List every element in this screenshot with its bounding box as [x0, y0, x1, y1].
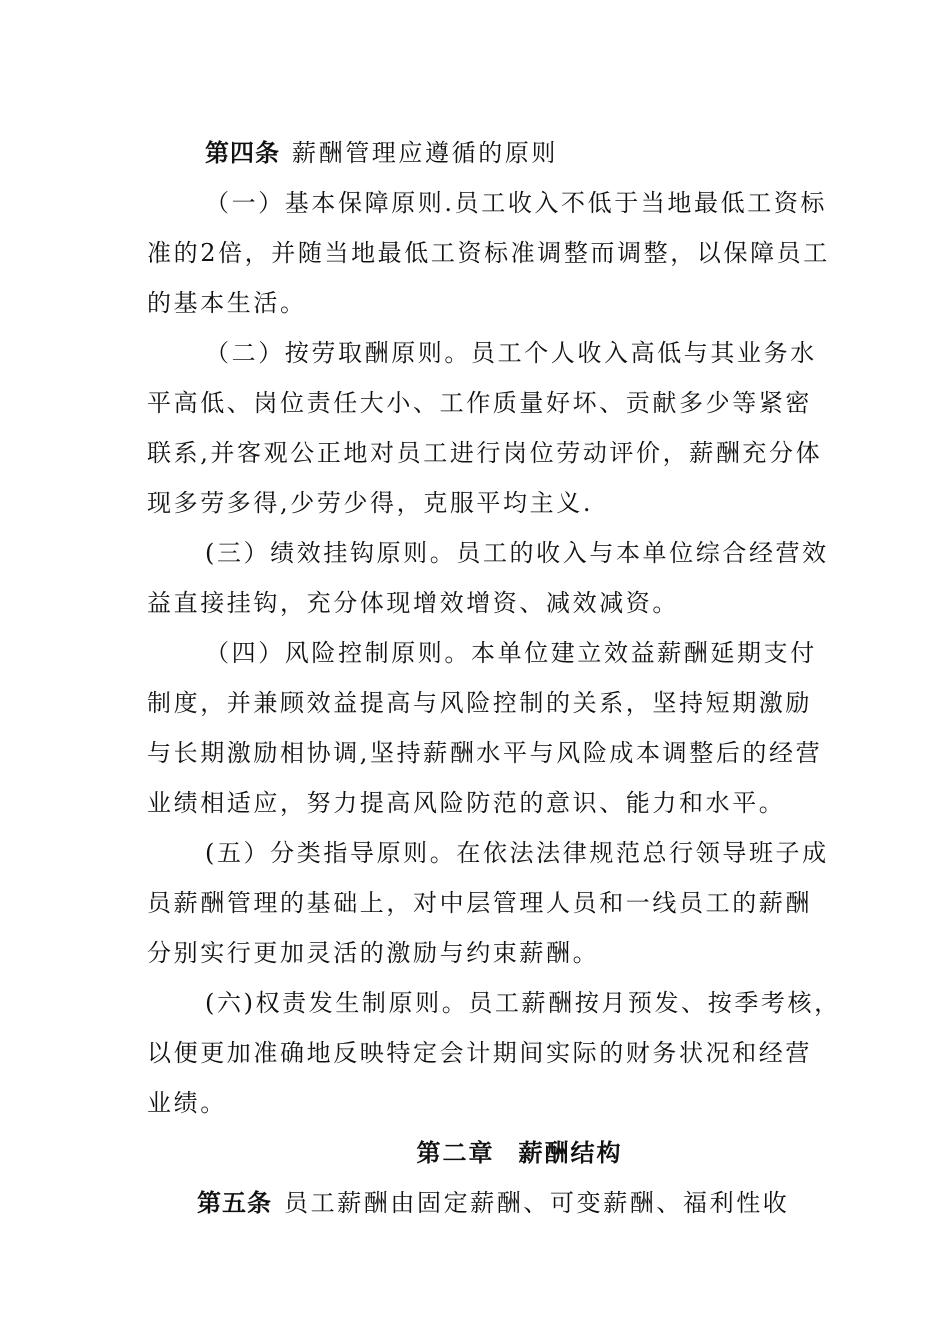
paragraph-line: 平高低、岗位责任大小、工作质量好坏、贡献多少等紧密 [147, 389, 812, 417]
paragraph-line: 现多劳多得,少劳少得，克服平均主义. [147, 489, 594, 517]
paragraph-line: 员薪酬管理的基础上，对中层管理人员和一线员工的薪酬 [147, 889, 812, 917]
paragraph-line: 分别实行更加灵活的激励与约束薪酬。 [147, 939, 600, 967]
chapter-2-heading [147, 1128, 812, 1178]
paragraph-line: （一）基本保障原则.员工收入不低于当地最低工资标 [205, 189, 828, 217]
article-4-label: 第四条 [205, 138, 280, 167]
paragraph-line: (三）绩效挂钩原则。员工的收入与本单位综合经营效 [205, 539, 829, 567]
paragraph-line: （二）按劳取酬原则。员工个人收入高低与其业务水 [205, 339, 817, 367]
paragraph-line: 以便更加准确地反映特定会计期间实际的财务状况和经营 [147, 1039, 812, 1067]
article-5-label: 第五条 [197, 1188, 272, 1217]
paragraph-line: 业绩相适应，努力提高风险防范的意识、能力和水平。 [147, 789, 786, 817]
paragraph-line: 与长期激励相协调,坚持薪酬水平与风险成本调整后的经营 [147, 739, 823, 767]
paragraph-line: (六)权责发生制原则。员工薪酬按月预发、按季考核， [205, 989, 841, 1017]
article-4-heading [147, 128, 812, 178]
paragraph-line: （四）风险控制原则。本单位建立效益薪酬延期支付 [205, 639, 817, 667]
paragraph-line: 业绩。 [147, 1089, 227, 1117]
paragraph-line: 益直接挂钩，充分体现增效增资、减效减资。 [147, 589, 679, 617]
chapter-number: 第二章 [416, 1138, 495, 1167]
paragraph-line: (五）分类指导原则。在依法法律规范总行领导班子成 [205, 839, 829, 867]
article-5-line [147, 1178, 812, 1228]
paragraph-line: 制度，并兼顾效益提高与风险控制的关系，坚持短期激励 [147, 689, 812, 717]
document-page [147, 128, 841, 1228]
paragraph-line: 准的2倍，并随当地最低工资标准调整而调整，以保障员工 [147, 239, 830, 267]
paragraph-line: 的基本生活。 [147, 289, 307, 317]
article-4-title: 薪酬管理应遵循的原则 [292, 139, 558, 167]
chapter-title: 薪酬结构 [518, 1138, 623, 1167]
article-5-text: 员工薪酬由固定薪酬、可变薪酬、福利性收 [284, 1189, 790, 1217]
paragraph-line: 联系,并客观公正地对员工进行岗位劳动评价，薪酬充分体 [147, 439, 823, 467]
